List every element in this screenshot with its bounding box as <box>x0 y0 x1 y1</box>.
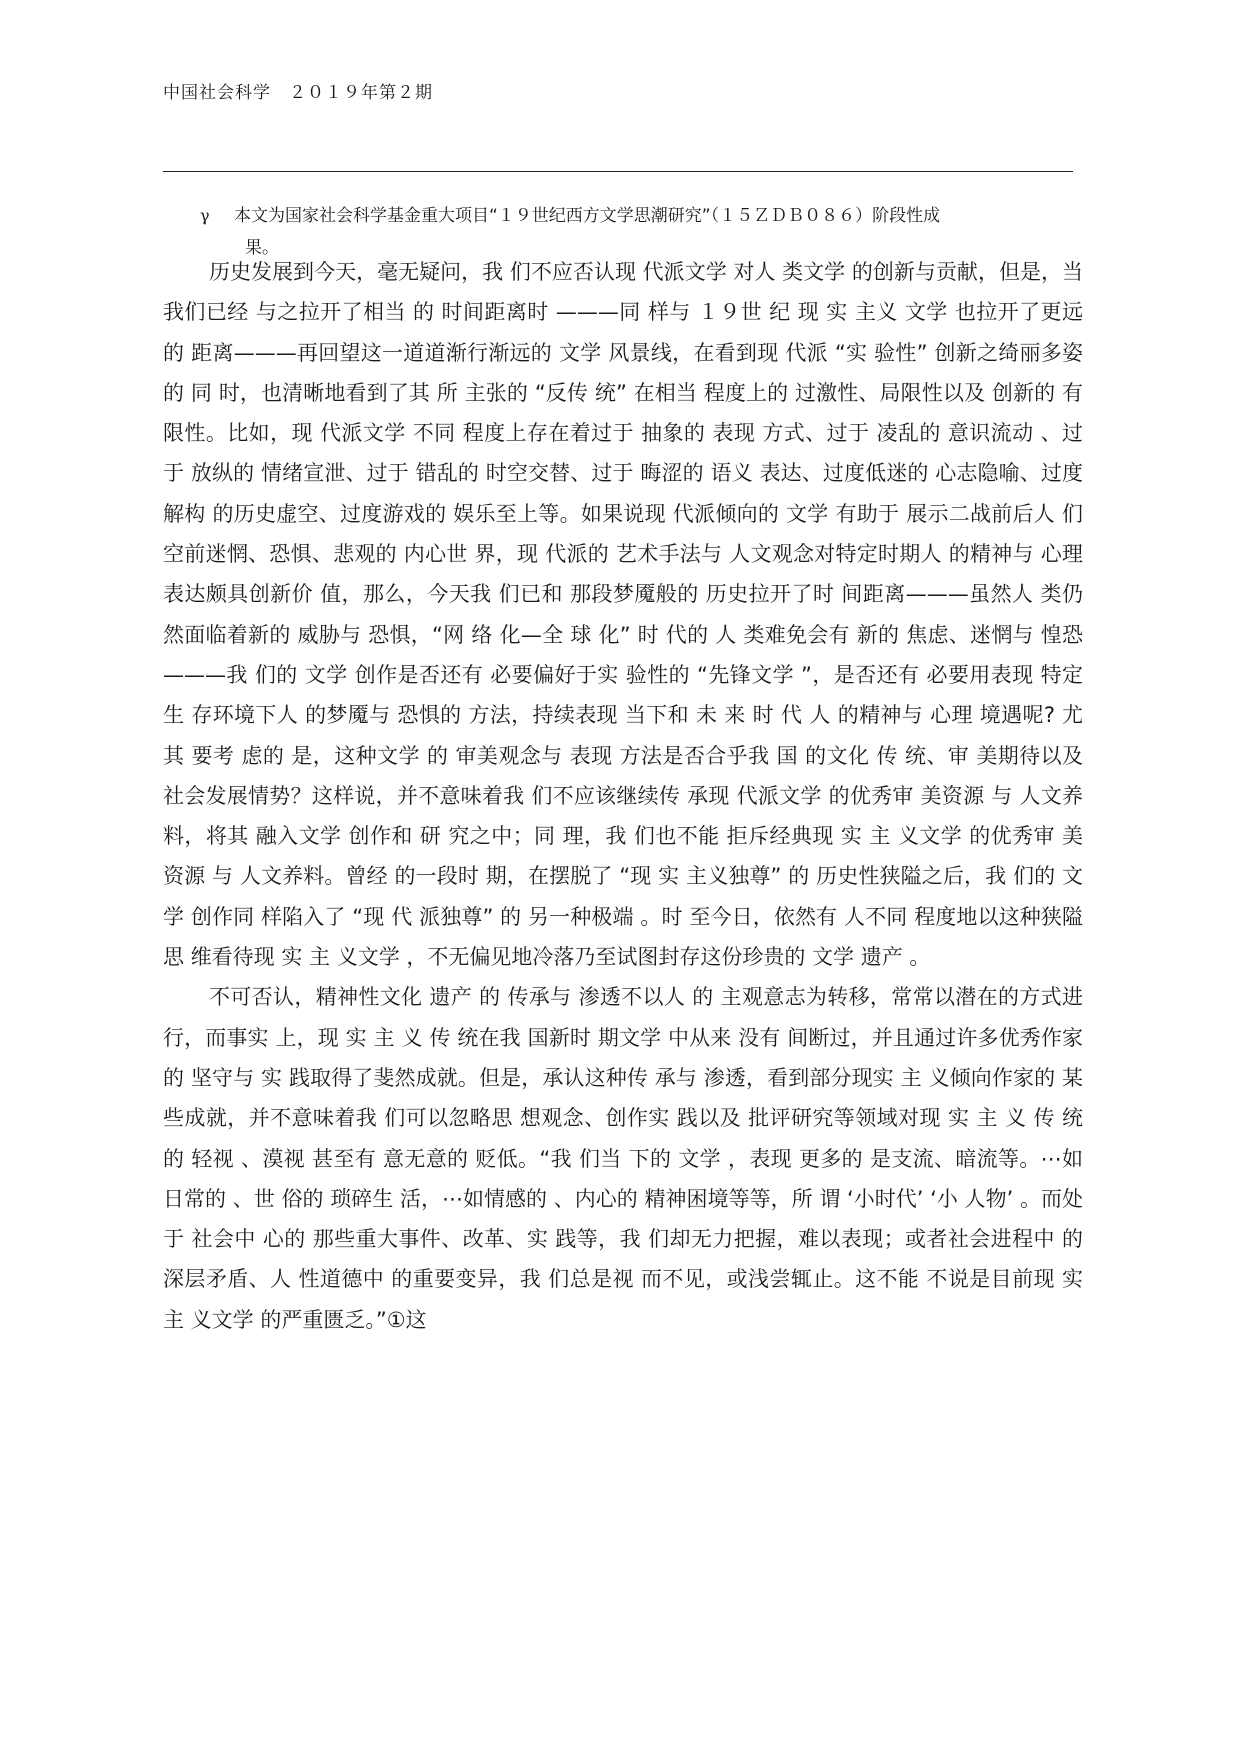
body-paragraph-1: 历史发展到今天，毫无疑问，我 们不应否认现 代派文学 对人 类文学 的创新与贡献，但是，当 我们已经 与之拉开了相当 的 时间距离时 ———同 样与 １９世 纪 现 实 主义 文学 也拉开了更远的 距离———再回望这一道道渐行渐远的 文学 风景线，在看到现 代派 “实 验性” 创新之绮丽多姿的 同 时，也清晰地看到了其 所 主张的 “反传 统” 在相当 程度上的 过激性、局限性以及 创新的 有限性。比如，现 代派文学 不同 程度上存在着过于 抽象的 表现 方式、过于 凌乱的 意识流动 、过于 放纵的 情绪宣泄、过于 错乱的 时空交替、过于 晦涩的 语义 表达、过度低迷的 心志隐喻、过度解构 的历史虚空、过度游戏的 娱乐至上等。如果说现 代派倾向的 文学 有助于 展示二战前后人 们空前迷惘、恐惧、悲观的 内心世 界，现 代派的 艺术手法与 人文观念对特定时期人 的精神与 心理 表达颇具创新价 值，那么，今天我 们已和 那段梦魇般的 历史拉开了时 间距离———虽然人 类仍然面临着新的 威胁与 恐惧，“网 络 化—全 球 化” 时 代的 人 类难免会有 新的 焦虑、迷惘与 惶恐———我 们的 文学 创作是否还有 必要偏好于实 验性的 “先锋文学 ”，是否还有 必要用表现 特定生 存环境下人 的梦魇与 恐惧的 方法，持续表现 当下和 未 来 时 代 人 的精神与 心理 境遇呢? 尤其 要考 虑的 是，这种文学 的 审美观念与 表现 方法是否合乎我 国 的文化 传 统、审 美期待以及 社会发展情势？这样说，并不意味着我 们不应该继续传 承现 代派文学 的优秀审 美资源 与 人文养料，将其 融入文学 创作和 研 究之中；同 理，我 们也不能 拒斥经典现 实 主 义文学 的优秀审 美资源 与 人文养料。曾经 的一段时 期，在摆脱了 “现 实 主义独尊” 的 历史性狭隘之后，我 们的 文学 创作同 样陷入了 “现 代 派独尊” 的 另一种极端 。时 至今日，依然有 人不同 程度地以这种狭隘思 维看待现 实 主 义文学 ，不无偏见地冷落乃至试图封存这份珍贵的 文学 遗产 。 <box>163 260 1083 970</box>
footnote-marker: γ <box>200 206 210 225</box>
footnote-line-2: 果。 <box>245 238 279 258</box>
footnote-line-1 <box>200 200 1090 232</box>
running-header: 中国社会科学 ２０１９年第２期 <box>163 83 433 103</box>
footnote-text-1: 本文为国家社会科学基金重大项目“１９世纪西方文学思潮研究”（１５ＺＤＢ０８６）阶段性成 <box>234 206 941 226</box>
article-body <box>163 252 1083 1340</box>
body-paragraph-2: 不可否认，精神性文化 遗产 的 传承与 渗透不以人 的 主观意志为转移，常常以潜在的方式进行，而事实 上，现 实 主 义 传 统在我 国新时 期文学 中从来 没有 间断过，并且通过许多优秀作家的 坚守与 实 践取得了斐然成就。但是，承认这种传 承与 渗透，看到部分现实 主 义倾向作家的 某些成就，并不意味着我 们可以忽略思 想观念、创作实 践以及 批评研究等领域对现 实 主 义 传 统 的 轻视 、漠视 甚至有 意无意的 贬低。“我 们当 下的 文学 ，表现 更多的 是支流、暗流等。⋯如日常的 、世 俗的 琐碎生 活，⋯如情感的 、内心的 精神困境等等，所 谓 ‘小时代’ ‘小 人物’ 。而处于 社会中 心的 那些重大事件、改革、实 践等，我 们却无力把握，难以表现；或者社会进程中 的深层矛盾、人 性道德中 的重要变异，我 们总是视 而不见，或浅尝辄止。这不能 不说是目前现 实主 义文学 的严重匮乏。”①这 <box>163 985 1083 1332</box>
footnote-divider <box>163 171 1073 172</box>
